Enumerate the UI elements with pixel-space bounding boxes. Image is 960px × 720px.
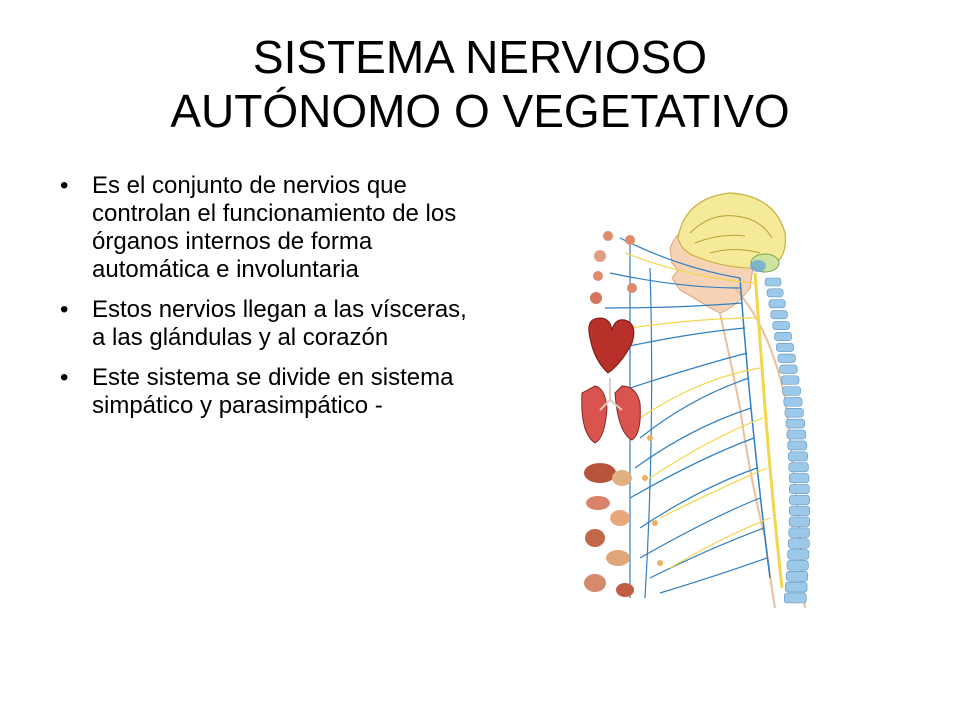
vertebra [780, 365, 798, 374]
vertebra [789, 474, 809, 483]
vertebra [771, 311, 788, 319]
vertebra [788, 441, 807, 450]
vertebra [788, 539, 809, 549]
bullet-item: • Estos nervios llegan a las vísceras, a las glándulas y al corazón [60, 296, 470, 352]
vertebra [789, 495, 809, 504]
vertebra [773, 321, 790, 329]
vertebra [789, 517, 810, 527]
vertebra [775, 332, 792, 340]
vertebra [788, 452, 807, 461]
title-line-2: AUTÓNOMO O VEGETATIVO [170, 85, 790, 137]
vertebra [776, 343, 793, 351]
title-line-1: SISTEMA NERVIOSO [252, 31, 708, 83]
vertebra [784, 593, 806, 603]
slide-title [60, 30, 900, 138]
spinal-column [765, 278, 810, 603]
autonomic-nervous-system-illustration [560, 178, 840, 610]
bullet-item: • Este sistema se divide en sistema simpático y parasimpático - [60, 364, 470, 420]
vertebra [788, 550, 809, 560]
vertebra [787, 560, 808, 570]
vertebra [787, 430, 806, 439]
vertebra [765, 278, 781, 286]
vertebra [784, 397, 802, 406]
vertebra [789, 528, 810, 538]
heart-shape [589, 318, 634, 373]
vertebra [789, 484, 809, 493]
vertebra [786, 571, 808, 581]
vertebra [783, 387, 801, 396]
bullet-item: • Es el conjunto de nervios que controlan el funcionamiento de los órganos internos de forma automática e involuntaria [60, 172, 470, 284]
vertebra [786, 419, 805, 428]
vertebra [789, 506, 809, 515]
vertebra [781, 376, 799, 385]
vertebra [785, 408, 803, 417]
vertebra [769, 300, 785, 308]
vertebra [785, 582, 807, 592]
abdominal-organs [584, 463, 634, 597]
vertebra [767, 289, 783, 297]
vertebra [778, 354, 795, 362]
vertebra [789, 463, 809, 472]
bullet-list [60, 172, 470, 432]
